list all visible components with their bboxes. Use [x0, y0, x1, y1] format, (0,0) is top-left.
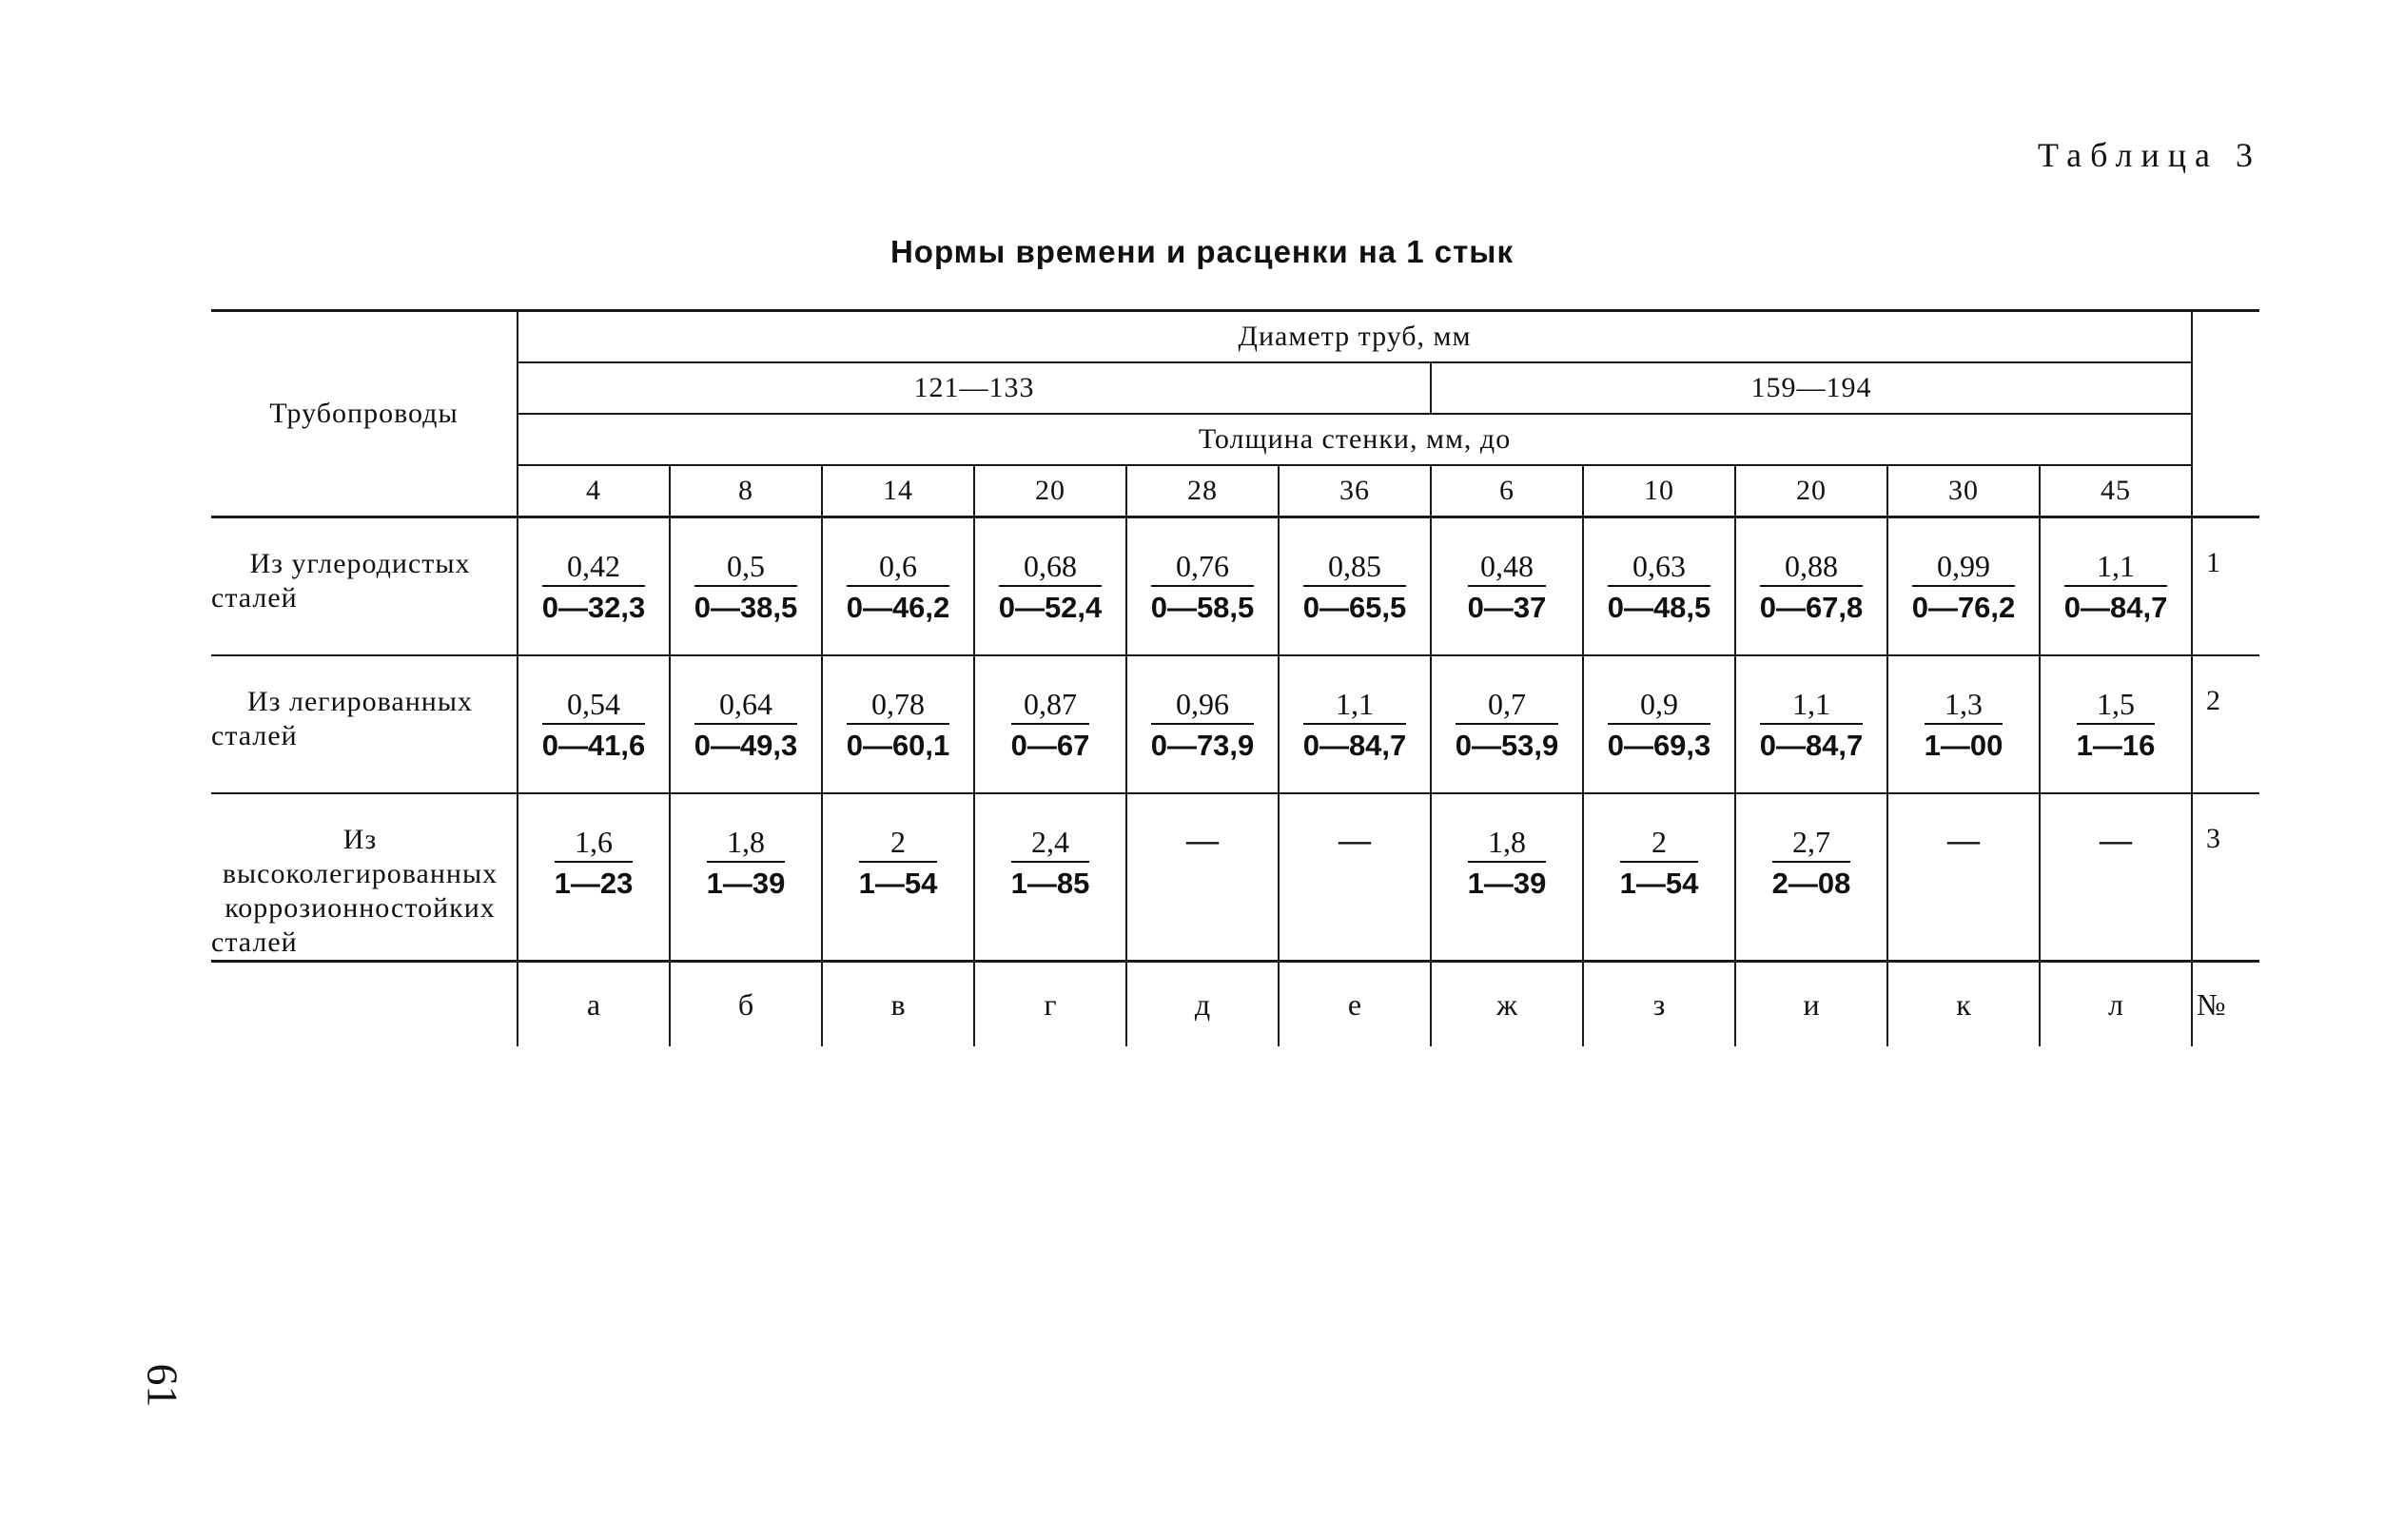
- rate: 1—16: [2076, 729, 2156, 762]
- rate: 1—00: [1924, 729, 2003, 762]
- data-cell: [1431, 655, 1583, 793]
- data-cell: [974, 517, 1126, 656]
- time-norm: 1,1: [1303, 685, 1407, 725]
- data-cell: [518, 655, 670, 793]
- rate: 1—54: [1619, 867, 1699, 900]
- fraction: [1772, 823, 1851, 905]
- table-body: [211, 517, 2259, 962]
- fraction: [707, 823, 786, 905]
- fraction: [847, 547, 950, 629]
- column-letter: а: [518, 962, 670, 1047]
- page-number: 61: [138, 1363, 187, 1408]
- header-diameter: Диаметр труб, мм: [518, 311, 2192, 363]
- data-cell: [670, 793, 822, 962]
- data-cell: [822, 517, 974, 656]
- fraction: [1608, 685, 1711, 767]
- fraction: [1151, 685, 1255, 767]
- thickness-cell: 10: [1583, 465, 1735, 517]
- data-cell: [974, 655, 1126, 793]
- rate: 1—54: [858, 867, 938, 900]
- data-cell: [1279, 517, 1431, 656]
- rate: 0—46,2: [846, 591, 950, 624]
- thickness-cell: 45: [2040, 465, 2192, 517]
- time-norm: 1,8: [1468, 823, 1547, 863]
- data-cell: [2040, 793, 2192, 962]
- fraction: [1925, 685, 2003, 767]
- data-cell: [1126, 793, 1279, 962]
- time-norm: 2: [859, 823, 938, 863]
- thickness-cell: 28: [1126, 465, 1279, 517]
- fraction: [859, 823, 938, 905]
- rate: 0—67: [1010, 729, 1090, 762]
- time-norm: 1,5: [2077, 685, 2156, 725]
- row-number: 2: [2192, 655, 2259, 793]
- time-norm: 1,6: [555, 823, 634, 863]
- fraction: [1011, 685, 1090, 767]
- fraction: [1760, 685, 1864, 767]
- time-norm: 0,88: [1760, 547, 1864, 587]
- thickness-cell: 30: [1887, 465, 2040, 517]
- fraction: [1151, 547, 1255, 629]
- thickness-cell: 8: [670, 465, 822, 517]
- time-norm: 0,96: [1151, 685, 1255, 725]
- rate: 0—69,3: [1607, 729, 1711, 762]
- time-norm: 0,85: [1303, 547, 1407, 587]
- rate: 0—67,8: [1759, 591, 1864, 624]
- fraction: [2064, 547, 2168, 629]
- thickness-cell: 20: [974, 465, 1126, 517]
- data-cell: [974, 793, 1126, 962]
- footer-spacer: [211, 962, 518, 1047]
- time-norm: 0,9: [1608, 685, 1711, 725]
- rate: 0—38,5: [694, 591, 798, 624]
- table-label: Таблица 3: [2038, 136, 2261, 174]
- column-letter: к: [1887, 962, 2040, 1047]
- row-label: Из углеродистых сталей: [211, 517, 518, 656]
- dash-placeholder: —: [2100, 823, 2133, 858]
- data-cell: [1126, 655, 1279, 793]
- data-cell: [822, 793, 974, 962]
- data-cell: [1735, 517, 1887, 656]
- time-norm: 0,63: [1608, 547, 1711, 587]
- table-row: [211, 655, 2259, 793]
- time-norm: 0,87: [1011, 685, 1090, 725]
- fraction: [542, 547, 646, 629]
- rate: 0—84,7: [1302, 729, 1407, 762]
- thickness-cell: 6: [1431, 465, 1583, 517]
- time-norm: 0,54: [542, 685, 646, 725]
- column-letter: з: [1583, 962, 1735, 1047]
- data-cell: [1735, 793, 1887, 962]
- time-norm: 2,7: [1772, 823, 1851, 863]
- data-cell: [518, 517, 670, 656]
- fraction: [542, 685, 646, 767]
- time-norm: 0,6: [847, 547, 950, 587]
- footer-num-label: №: [2192, 962, 2259, 1047]
- time-norm: 1,1: [2064, 547, 2168, 587]
- column-letter: в: [822, 962, 974, 1047]
- thickness-cell: 36: [1279, 465, 1431, 517]
- fraction: [1456, 685, 1559, 767]
- rate: 0—37: [1467, 591, 1547, 624]
- column-letter: и: [1735, 962, 1887, 1047]
- rate: 0—58,5: [1150, 591, 1255, 624]
- column-letter: е: [1279, 962, 1431, 1047]
- fraction: [694, 547, 798, 629]
- fraction: [555, 823, 634, 905]
- norms-table: [211, 309, 2259, 1046]
- fraction: [1760, 547, 1864, 629]
- fraction: [1303, 547, 1407, 629]
- data-cell: [1887, 793, 2040, 962]
- rate: 0—73,9: [1150, 729, 1255, 762]
- time-norm: 0,68: [999, 547, 1103, 587]
- thickness-row: [211, 465, 2259, 517]
- fraction: [1011, 823, 1090, 905]
- thickness-cell: 4: [518, 465, 670, 517]
- rate: 0—49,3: [694, 729, 798, 762]
- data-cell: [1279, 793, 1431, 962]
- data-cell: [670, 655, 822, 793]
- rate: 0—53,9: [1455, 729, 1559, 762]
- data-cell: [1583, 793, 1735, 962]
- time-norm: 0,99: [1912, 547, 2016, 587]
- data-cell: [822, 655, 974, 793]
- rate: 0—48,5: [1607, 591, 1711, 624]
- thickness-cell: 14: [822, 465, 974, 517]
- column-letter: г: [974, 962, 1126, 1047]
- fraction: [1620, 823, 1699, 905]
- dash-placeholder: —: [1186, 823, 1219, 858]
- header-group-121-133: 121—133: [518, 362, 1431, 414]
- data-cell: [1279, 655, 1431, 793]
- header-num-spacer: [2192, 311, 2259, 517]
- column-letter: ж: [1431, 962, 1583, 1047]
- rate: 0—32,3: [541, 591, 646, 624]
- row-label: Из высоколегированных коррозионностойких сталей: [211, 793, 518, 962]
- time-norm: 2: [1620, 823, 1699, 863]
- column-letter: б: [670, 962, 822, 1047]
- fraction: [1468, 823, 1547, 905]
- data-cell: [1431, 793, 1583, 962]
- time-norm: 0,48: [1468, 547, 1547, 587]
- footer-row: [211, 962, 2259, 1047]
- rate: 0—65,5: [1302, 591, 1407, 624]
- time-norm: 1,3: [1925, 685, 2003, 725]
- time-norm: 0,7: [1456, 685, 1559, 725]
- fraction: [999, 547, 1103, 629]
- rate: 0—41,6: [541, 729, 646, 762]
- data-cell: [1735, 655, 1887, 793]
- table-row: [211, 793, 2259, 962]
- fraction: [2077, 685, 2156, 767]
- rate: 1—39: [706, 867, 786, 900]
- data-cell: [670, 517, 822, 656]
- data-cell: [518, 793, 670, 962]
- data-cell: [1887, 517, 2040, 656]
- time-norm: 1,8: [707, 823, 786, 863]
- header-thickness: Толщина стенки, мм, до: [518, 414, 2192, 465]
- dash-placeholder: —: [1947, 823, 1980, 858]
- fraction: [847, 685, 950, 767]
- rate: 1—39: [1467, 867, 1547, 900]
- time-norm: 0,78: [847, 685, 950, 725]
- fraction: [1468, 547, 1547, 629]
- row-label: Из легированных сталей: [211, 655, 518, 793]
- time-norm: 0,42: [542, 547, 646, 587]
- time-norm: 0,5: [694, 547, 798, 587]
- time-norm: 0,76: [1151, 547, 1255, 587]
- thickness-cell: 20: [1735, 465, 1887, 517]
- data-cell: [2040, 655, 2192, 793]
- time-norm: 1,1: [1760, 685, 1864, 725]
- time-norm: 2,4: [1011, 823, 1090, 863]
- rate: 0—60,1: [846, 729, 950, 762]
- rowhead-pipelines: Трубопроводы: [211, 311, 518, 517]
- fraction: [1912, 547, 2016, 629]
- column-letter: л: [2040, 962, 2192, 1047]
- table-row: [211, 517, 2259, 656]
- data-cell: [1583, 517, 1735, 656]
- rate: 0—84,7: [2063, 591, 2168, 624]
- data-cell: [2040, 517, 2192, 656]
- table-caption: Нормы времени и расценки на 1 стык: [889, 234, 1515, 269]
- rate: 0—84,7: [1759, 729, 1864, 762]
- data-cell: [1431, 517, 1583, 656]
- data-cell: [1126, 517, 1279, 656]
- row-number: 3: [2192, 793, 2259, 962]
- time-norm: 0,64: [694, 685, 798, 725]
- rate: 0—76,2: [1911, 591, 2016, 624]
- row-number: 1: [2192, 517, 2259, 656]
- data-cell: [1887, 655, 2040, 793]
- rate: 0—52,4: [998, 591, 1103, 624]
- data-cell: [1583, 655, 1735, 793]
- dash-placeholder: —: [1339, 823, 1371, 858]
- fraction: [1303, 685, 1407, 767]
- rate: 1—23: [554, 867, 634, 900]
- column-letter: д: [1126, 962, 1279, 1047]
- rate: 2—08: [1771, 867, 1851, 900]
- rate: 1—85: [1010, 867, 1090, 900]
- header-group-159-194: 159—194: [1431, 362, 2192, 414]
- fraction: [694, 685, 798, 767]
- fraction: [1608, 547, 1711, 629]
